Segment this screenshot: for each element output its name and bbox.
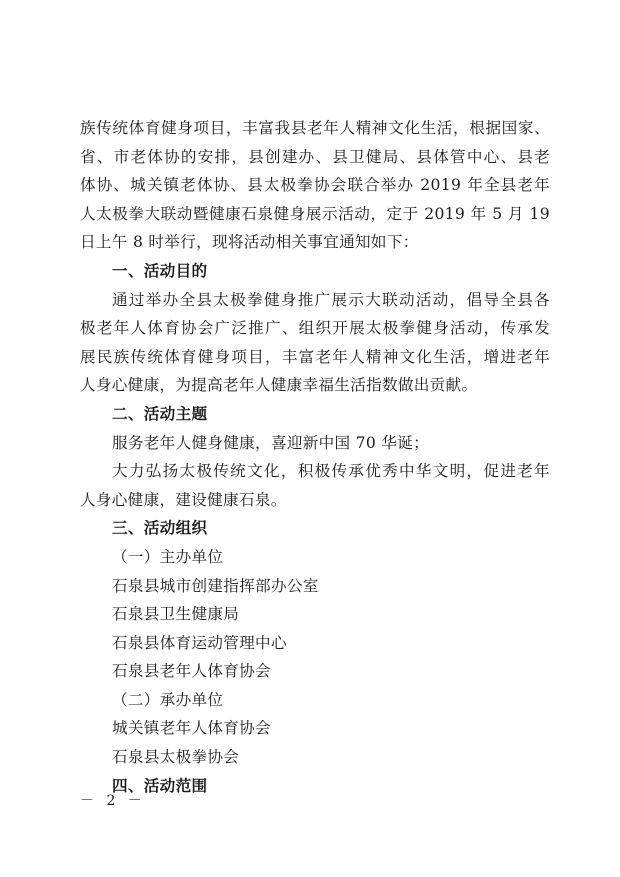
subheading-hosts: （二）承办单位 bbox=[112, 690, 224, 709]
intro-line-4: 人太极拳大联动暨健康石泉健身展示活动，定于 2019 年 5 月 19 bbox=[80, 204, 550, 223]
intro-line-5: 日上午 8 时举行，现将活动相关事宜通知如下： bbox=[80, 233, 419, 252]
subheading-organizers: （一）主办单位 bbox=[112, 547, 224, 566]
purpose-line-2: 极老年人体育协会广泛推广、组织开展太极拳健身活动，传承发 bbox=[80, 319, 550, 338]
page-number: － 2 － bbox=[80, 793, 146, 809]
document-body bbox=[80, 114, 550, 800]
organizer-item-2: 石泉县卫生健康局 bbox=[112, 605, 240, 624]
section-heading-organization: 三、活动组织 bbox=[112, 519, 208, 538]
section-heading-theme: 二、活动主题 bbox=[112, 404, 208, 423]
host-item-2: 石泉县太极拳协会 bbox=[112, 748, 240, 767]
intro-line-2: 省、市老体协的安排，县创建办、县卫健局、县体管中心、县老 bbox=[80, 147, 550, 166]
section-heading-purpose: 一、活动目的 bbox=[112, 261, 208, 280]
host-item-1: 城关镇老年人体育协会 bbox=[112, 719, 271, 738]
theme-line-2: 大力弘扬太极传统文化，积极传承优秀中华文明，促进老年 bbox=[112, 462, 550, 481]
purpose-line-3: 展民族传统体育健身项目，丰富老年人精神文化生活，增进老年 bbox=[80, 347, 550, 366]
theme-line-1: 服务老年人健身健康，喜迎新中国 70 华诞； bbox=[112, 433, 430, 452]
purpose-line-1: 通过举办全县太极拳健身推广展示大联动活动，倡导全县各 bbox=[112, 290, 550, 309]
organizer-item-3: 石泉县体育运动管理中心 bbox=[112, 633, 287, 652]
intro-line-1: 族传统体育健身项目，丰富我县老年人精神文化生活，根据国家、 bbox=[80, 119, 550, 137]
intro-line-3: 体协、城关镇老体协、县太极拳协会联合举办 2019 年全县老年 bbox=[80, 176, 550, 195]
organizer-item-1: 石泉县城市创建指挥部办公室 bbox=[112, 576, 319, 595]
theme-line-3: 人身心健康，建设健康石泉。 bbox=[80, 490, 287, 509]
organizer-item-4: 石泉县老年人体育协会 bbox=[112, 662, 271, 681]
section-heading-scope: 四、活动范围 bbox=[112, 776, 208, 795]
purpose-line-4: 人身心健康，为提高老年人健康幸福生活指数做出贡献。 bbox=[80, 376, 478, 395]
